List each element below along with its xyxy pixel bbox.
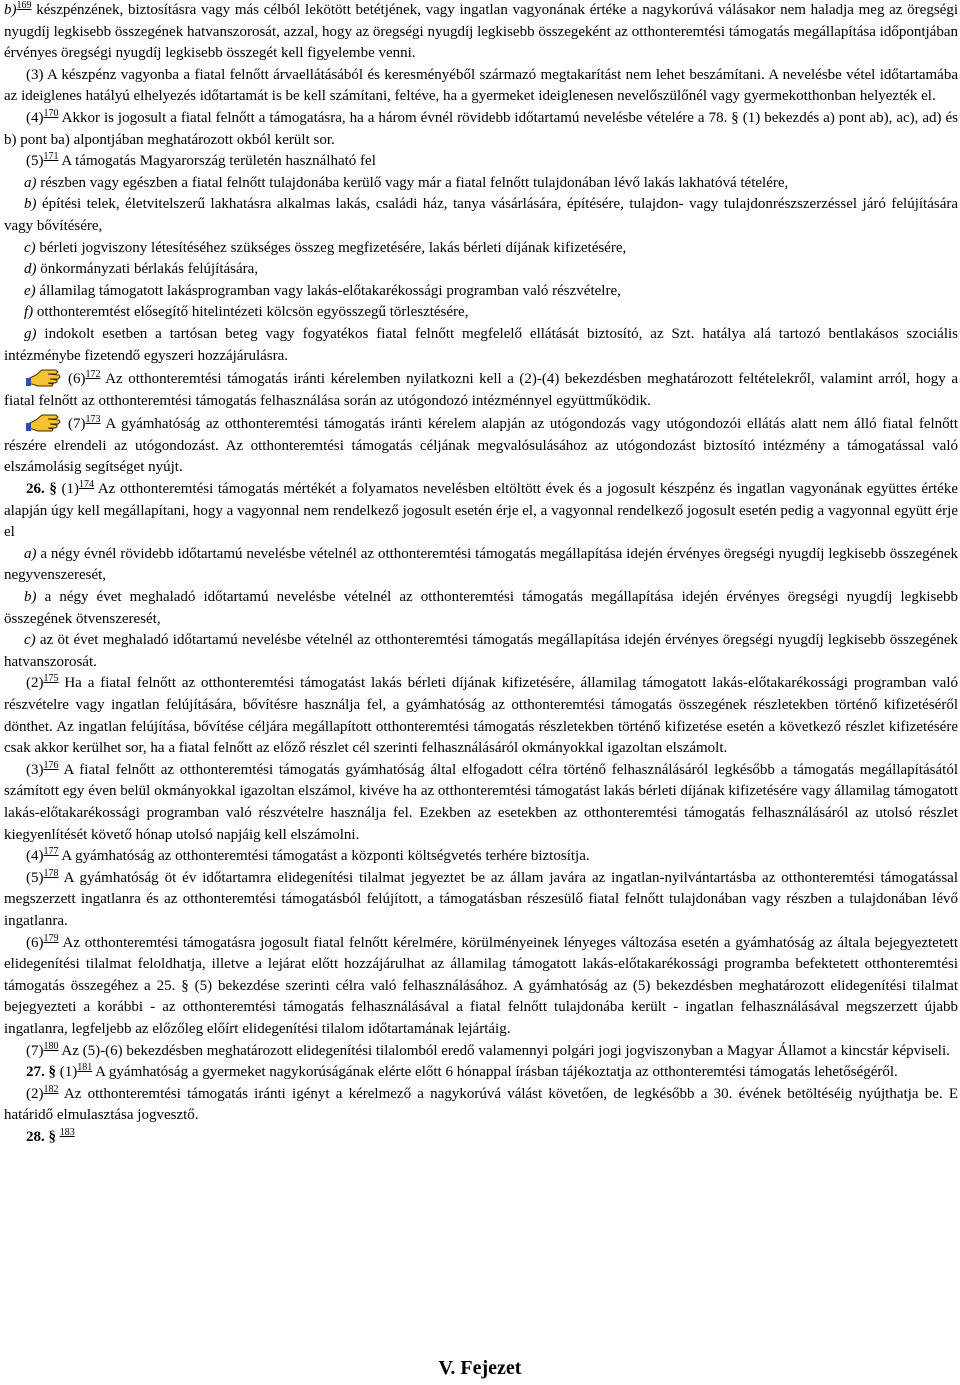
list-item	[4, 544, 958, 587]
footnote-ref[interactable]: 169	[16, 0, 32, 11]
footnote-ref[interactable]: 182	[43, 1083, 59, 1095]
item-label: b)	[24, 589, 37, 606]
list-item	[4, 587, 958, 630]
item-label: a)	[24, 545, 37, 562]
list-item	[4, 173, 958, 195]
paragraph-text: Ha a fiatal felnőtt az otthonteremtési támogatást lakás bérleti díjának kifizetésére, államilag támogatott lakás-előtakarékossági programban való részvételre vagy ingatlan felújítására, bővítésre használja fel, a gyámhatóság az otthonteremtési támogatás összegének részletekben történő kifizetéséről dönthet. Az ingatlan felújítása, bővítése céljára megállapított otthonteremtési támogatás részletekben történő kifizetése esetén a következő részlet kifizetésére csak akkor kerülhet sor, ha a fiatal felnőtt az előző részlet cél szerinti felhasználásáról okmányokkal igazoltan elszámolt.	[4, 675, 958, 757]
paragraph-text: A gyámhatóság a gyermeket nagykorúságának elérte előtt 6 hónappal írásban tájékoztatja az otthonteremtési támogatás lehetőségéről.	[92, 1064, 898, 1081]
item-text: a négy évnél rövidebb időtartamú nevelésbe vételnél az otthonteremtési támogatás megállapítása idején érvényes öregségi nyugdíj legkisebb összegének negyvenszeresét,	[4, 545, 958, 584]
footnote-ref[interactable]: 175	[43, 673, 59, 685]
paragraph-text: Az otthonteremtési támogatás mértékét a folyamatos nevelésben eltöltött évek és a jogosult készpénz és ingatlan vagyonának együttes értéke alapján úgy kell megállapítani, hogy a vagyonnal nem rendelkező jogosult esetén érje el, a vagyonnal rendelkező jogosult esetén pedig a vagyonnal együtt érje el	[4, 481, 958, 541]
section-26-paragraph-4	[4, 846, 958, 868]
paragraph-number: (5)	[26, 153, 44, 170]
paragraph-3	[4, 65, 958, 108]
paragraph-text: Az otthonteremtési támogatás iránti kérelemben nyilatkozni kell a (2)-(4) bekezdésben meghatározott feltételekről, valamint arról, hogy a fiatal felnőtt az otthonteremtési támogatás felhasználása során az utógondozó intézménnyel együttműködik.	[4, 371, 958, 409]
paragraph-text: A gyámhatóság az otthonteremtési támogatás iránti kérelem alapján az utógondozás vagy utógondozói ellátás alatt nem álló fiatal felnőtt részére elrendeli az utógondozást. Az otthonteremtési támogatás céljának megvalósulásához az utógondozást biztosító intézmény a támogatással való elszámolásig segítséget nyújt.	[4, 416, 958, 476]
item-text: a négy évet meghaladó időtartamú nevelésbe vételnél az otthonteremtési támogatás megállapítása idején érvényes öregségi nyugdíj legkisebb összegének ötvenszeresét,	[4, 589, 958, 627]
paragraph-number: (4)	[26, 848, 44, 865]
paragraph-5	[4, 151, 958, 173]
paragraph-number: (4)	[26, 109, 44, 126]
list-item	[4, 630, 958, 673]
footnote-ref[interactable]: 181	[77, 1062, 93, 1074]
item-label: a)	[24, 174, 37, 191]
section-27-paragraph-2	[4, 1084, 958, 1127]
paragraph-7	[4, 412, 958, 479]
section-26-paragraph-7	[4, 1041, 958, 1063]
section-heading: 26. §	[26, 481, 57, 498]
paragraph-number: (7)	[26, 1042, 44, 1059]
footnote-ref[interactable]: 176	[43, 759, 59, 771]
paragraph-number: (2)	[26, 675, 44, 692]
item-label: c)	[24, 632, 36, 649]
item-text: önkormányzati bérlakás felújítására,	[36, 261, 259, 278]
footnote-ref[interactable]: 172	[85, 369, 101, 381]
chapter-title: V. Fejezet	[438, 1357, 522, 1379]
item-text: bérleti jogviszony létesítéséhez szükséges összeg megfizetésére, lakás bérleti díjának kifizetésére,	[35, 239, 627, 256]
paragraph-text: készpénzének, biztosításra vagy más célból lekötött betétjének, vagy ingatlan vagyonának értéke a nagykorúvá válásakor nem haladja meg az öregségi nyugdíj legkisebb összegének hatvanszorosát, azzal, hogy az öregségi nyugdíj legkisebb összegeként az otthonteremtési támogatás megállapítása időpontjában érvényes öregségi nyugdíj legkisebb összegét kell figyelembe venni.	[4, 2, 958, 62]
footnote-ref[interactable]: 178	[43, 867, 59, 879]
paragraph-4	[4, 108, 958, 151]
pointing-hand-icon[interactable]	[26, 412, 62, 432]
paragraph-text: Az otthonteremtési támogatás iránti igényt a kérelmező a nagykorúvá válást követően, de legkésőbb a 30. évének betöltéséig nyújthatja be. E határidő elmulasztása jogvesztő.	[4, 1085, 958, 1124]
item-text: államilag támogatott lakásprogramban vagy lakás-előtakarékossági programban való részvételre,	[35, 282, 621, 299]
item-label: d)	[24, 261, 37, 278]
footnote-ref[interactable]: 174	[79, 479, 95, 491]
paragraph-text: A gyámhatóság az otthonteremtési támogatást a központi költségvetés terhére biztosítja.	[58, 848, 590, 865]
paragraph-number: (6)	[68, 371, 86, 388]
section-26-paragraph-6	[4, 933, 958, 1041]
footnote-ref[interactable]: 180	[43, 1040, 59, 1052]
item-text: részben vagy egészben a fiatal felnőtt tulajdonába kerülő vagy már a fiatal felnőtt tulajdonában lévő lakás lakhatóvá tételére,	[36, 174, 789, 191]
item-label: g)	[24, 325, 37, 342]
list-item	[4, 194, 958, 237]
item-label: f)	[24, 304, 34, 321]
item-text: indokolt esetben a tartósan beteg vagy fogyatékos fiatal felnőtt megfelelő ellátását biztosító, az Szt. hatálya alá tartozó bentlakásos szociális intézménybe fizetendő egyszeri hozzájárulásra.	[4, 325, 958, 364]
paragraph-number: (7)	[68, 416, 86, 433]
item-label: b)	[4, 2, 17, 18]
list-item	[4, 281, 958, 303]
item-label: c)	[24, 239, 36, 256]
item-text: az öt évet meghaladó időtartamú nevelésbe vételnél az otthonteremtési támogatás megállapítása idején érvényes öregségi nyugdíj legkisebb összegének hatvanszorosát.	[4, 632, 958, 670]
section-heading: 28. §	[26, 1128, 56, 1145]
paragraph-text: Akkor is jogosult a fiatal felnőtt a támogatásra, ha a három évnél rövidebb időtartamú nevelésbe vételére a 78. § (1) bekezdés a) pont ab), ac), ad) és b) pont ba) alpontjában meghatározott okból került sor.	[4, 109, 958, 148]
item-label: e)	[24, 282, 36, 299]
section-heading: 27. §	[26, 1064, 56, 1081]
paragraph-number: (5)	[26, 869, 44, 886]
paragraph-text: (3) A készpénz vagyonba a fiatal felnőtt árvaellátásából és keresményéből származó megtakarítást nem lehet beszámítani. A nevelésbe vétel időtartamába az ideiglenes hatályú elhelyezés időtartamát is be kell számítani, feltéve, ha a gyermeket ideiglenesen nevelőszülőnél vagy gyermekotthonban helyezték el.	[4, 66, 958, 105]
paragraph-number: (6)	[26, 934, 44, 951]
section-28	[4, 1127, 958, 1149]
footnote-ref[interactable]: 179	[43, 932, 59, 944]
footnote-ref[interactable]: 177	[43, 846, 59, 858]
item-label: b)	[24, 196, 37, 213]
pointing-hand-icon[interactable]	[26, 367, 62, 387]
item-text: építési telek, életvitelszerű lakhatásra alkalmas lakás, családi ház, tanya vásárlására, építésére, tulajdon- vagy tulajdonrészszerzéssel járó felújítására vagy bővítésére,	[4, 196, 958, 234]
paragraph-b	[4, 0, 958, 65]
footnote-ref[interactable]: 170	[43, 107, 59, 119]
list-item	[4, 324, 958, 367]
section-26-paragraph-1	[4, 479, 958, 544]
section-26-paragraph-2	[4, 673, 958, 759]
footnote-ref[interactable]: 183	[59, 1126, 75, 1138]
footnote-ref[interactable]: 173	[85, 414, 101, 426]
item-list-26	[4, 544, 958, 674]
section-26-paragraph-3	[4, 760, 958, 846]
list-item	[4, 259, 958, 281]
paragraph-text: A fiatal felnőtt az otthonteremtési támogatás gyámhatóság által elfogadott célra történő felhasználásáról legkésőbb a támogatás megállapításától számított egy éven belül okmányokkal igazoltan elszámol, kivéve ha az otthonteremtési támogatást lakás bérleti díjának kifizetésére vagy államilag támogatott lakás-előtakarékossági programban való részvételre használja fel. Ezekben az esetekben az otthonteremtési támogatás felhasználásáról az utolsó részlet kiegyenlítését követő hónap utolsó napjáig kell elszámolni.	[4, 761, 958, 843]
section-26-paragraph-5	[4, 868, 958, 933]
paragraph-number: (2)	[26, 1085, 44, 1102]
paragraph-text: A támogatás Magyarország területén használható fel	[58, 153, 376, 170]
paragraph-text: A gyámhatóság öt év időtartamra elidegenítési tilalmat jegyeztet be az állam javára az ingatlan-nyilvántartásba az otthonteremtési támogatással megszerzett ingatlanra és az otthonteremtési támogatásból felújított, a támogatásban részesülő fiatal felnőtt tulajdonában vagy részben a tulajdonában lévő ingatlanra.	[4, 869, 958, 929]
item-list-5	[4, 173, 958, 367]
list-item	[4, 302, 958, 324]
paragraph-text: Az (5)-(6) bekezdésben meghatározott elidegenítési tilalomból eredő valamennyi polgári jogi jogviszonyban a Magyar Államot a kincstár képviseli.	[58, 1042, 950, 1059]
paragraph-number: (1)	[56, 1064, 78, 1081]
section-27-paragraph-1	[4, 1062, 958, 1084]
paragraph-6	[4, 367, 958, 412]
footnote-ref[interactable]: 171	[43, 151, 59, 163]
paragraph-number: (1)	[56, 481, 80, 498]
paragraph-number: (3)	[26, 761, 44, 778]
paragraph-text: Az otthonteremtési támogatásra jogosult fiatal felnőtt kérelmére, körülményeinek lényeges változása esetén a gyámhatóság az általa bejegyeztetett elidegenítési tilalmat feloldhatja, illetve a lejárat előtt hozzájárulhat az államilag támogatott lakás-előtakarékossági programba befektetett otthonteremtési támogatás összegéhez a 25. § (5) bekezdése szerinti célra való felhasználásához. A gyámhatóság az (5) bekezdésben meghatározott elidegenítési tilalmat bejegyezteti a korábbi - az otthonteremtési támogatás felhasználásával a fiatal felnőtt tulajdonába került - ingatlan felhasználásával megszerzett újabb ingatlanra, legfeljebb az előzőleg előírt elidegenítési tilalom időtartamának lejártáig.	[4, 934, 958, 1037]
list-item	[4, 238, 958, 260]
item-text: otthonteremtést elősegítő hitelintézeti kölcsön egyösszegű törlesztésére,	[33, 304, 469, 321]
